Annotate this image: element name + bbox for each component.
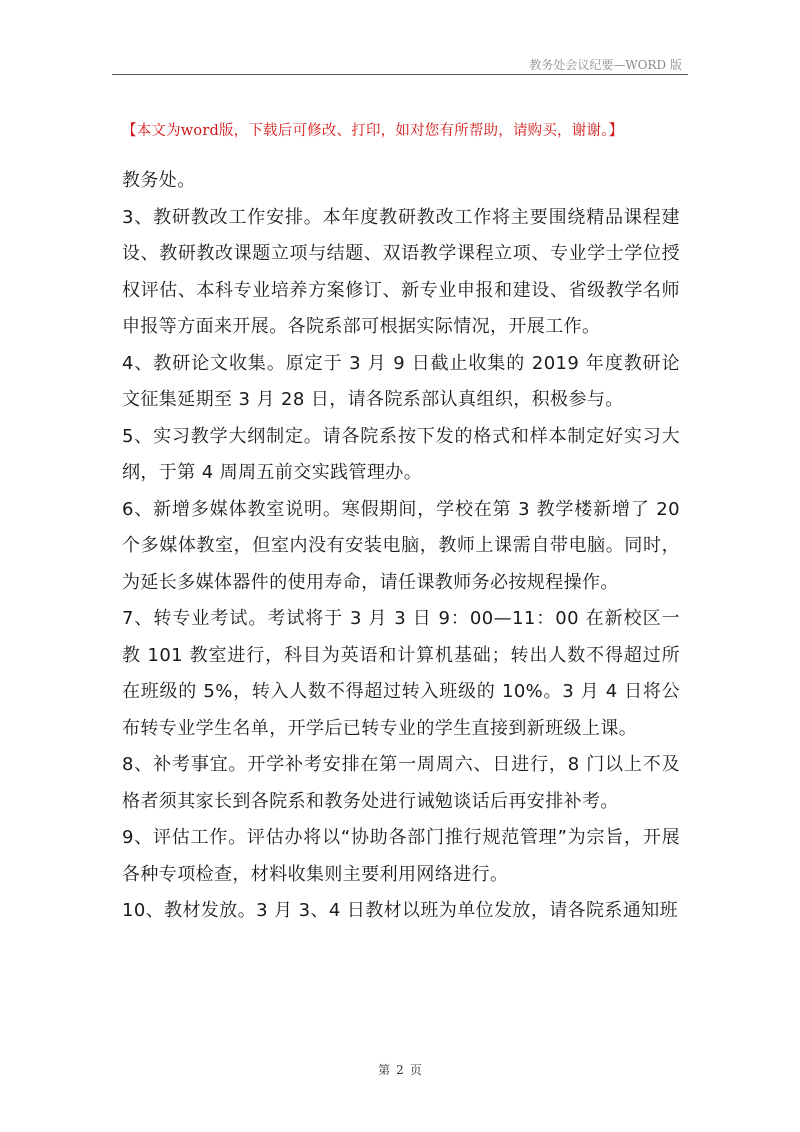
- paragraph: 8、补考事宜。开学补考安排在第一周周六、日进行，8 门以上不及格者须其家长到各院系和教务处进行诫勉谈话后再安排补考。: [122, 754, 680, 812]
- paragraph: 10、教材发放。3 月 3、4 日教材以班为单位发放，请各院系通知班: [122, 900, 679, 921]
- purchase-notice: 【本文为word版，下载后可修改、打印，如对您有所帮助，请购买，谢谢。】: [122, 123, 624, 139]
- paragraph: 3、教研教改工作安排。本年度教研教改工作将主要围绕精品课程建设、教研教改课题立项与结题、双语教学课程立项、专业学士学位授权评估、本科专业培养方案修订、新专业申报和建设、省级教学名师申报等方面来开展。各院系部可根据实际情况，开展工作。: [122, 206, 680, 337]
- paragraph: 9、评估工作。评估办将以“协助各部门推行规范管理”为宗旨，开展各种专项检查，材料收集则主要利用网络进行。: [122, 827, 680, 885]
- page-footer: [0, 1061, 800, 1078]
- document-body: [122, 163, 680, 930]
- page-label-prefix: 第: [378, 1063, 391, 1077]
- paragraph: 7、转专业考试。考试将于 3 月 3 日 9：00—11：00 在新校区一教 101 教室进行，科目为英语和计算机基础；转出人数不得超过所在班级的 5%，转入人数不得超过转入班级的 10%。3 月 4 日将公布转专业学生名单，开学后已转专业的学生直接到新班级上课。: [122, 608, 680, 739]
- document-header-title: 教务处会议纪要—WORD 版: [529, 58, 682, 72]
- paragraph: 5、实习教学大纲制定。请各院系按下发的格式和样本制定好实习大纲，于第 4 周周五前交实践管理办。: [122, 425, 680, 483]
- header-divider: [112, 74, 688, 75]
- paragraph: 6、新增多媒体教室说明。寒假期间，学校在第 3 教学楼新增了 20 个多媒体教室，但室内没有安装电脑，教师上课需自带电脑。同时，为延长多媒体器件的使用寿命，请任课教师务必按规程操作。: [122, 498, 680, 593]
- paragraph: 4、教研论文收集。原定于 3 月 9 日截止收集的 2019 年度教研论文征集延期至 3 月 28 日，请各院系部认真组织，积极参与。: [122, 352, 680, 410]
- page-number: 2: [396, 1063, 404, 1077]
- page-label-suffix: 页: [409, 1063, 422, 1077]
- paragraph: 教务处。: [122, 170, 196, 191]
